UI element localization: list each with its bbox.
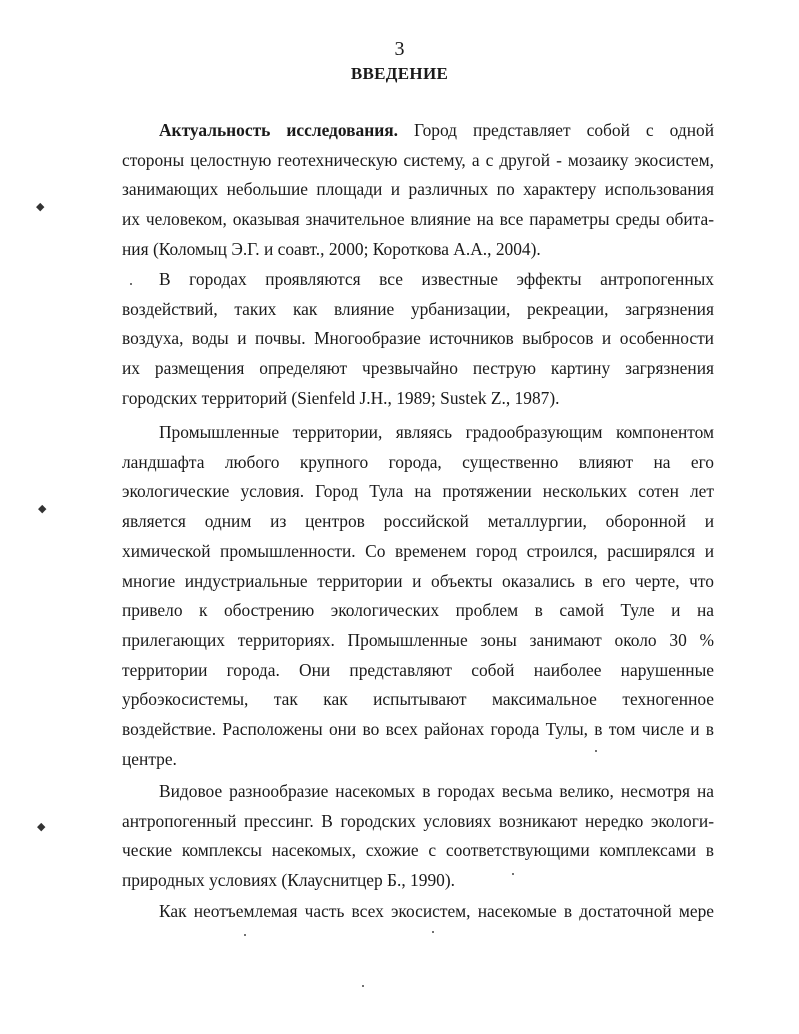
scan-speck — [595, 750, 597, 752]
text-line: их человеком, оказывая значительное влияние на все параметры среды обита- — [122, 209, 714, 230]
text-line: урбоэкосистемы, так как испытывают максимальное техногенное — [122, 689, 714, 710]
scan-speck — [362, 985, 364, 987]
text-line: Видовое разнообразие насекомых в городах весьма велико, несмотря на — [159, 781, 714, 801]
scan-speck — [244, 934, 246, 936]
paragraph-relevance — [122, 116, 714, 265]
text-line: стороны целостную геотехническую систему, а с другой - мозаику экосистем, — [122, 149, 714, 170]
paragraph-insects-ecosystems — [122, 897, 714, 927]
paragraph-urban-effects — [122, 265, 714, 414]
text-line: воздействие. Расположены они во всех районах города Тулы, в том числе и в — [122, 719, 714, 740]
text-line: является одним из центров российской металлургии, оборонной и — [122, 511, 714, 532]
text-line: привело к обострению экологических проблем в самой Туле и на — [122, 600, 714, 621]
text-line: химической промышленности. Со временем город строился, расширялся и — [122, 540, 714, 561]
paragraph-insect-diversity — [122, 777, 714, 896]
text-line: их размещения определяют чрезвычайно пеструю картину загрязнения — [122, 358, 714, 379]
text-line: воздуха, воды и почвы. Многообразие источников выбросов и особенности — [122, 328, 714, 349]
binding-mark: ◆ — [38, 503, 47, 515]
text-line: занимающих небольшие площади и различных по характеру использования — [122, 179, 714, 200]
text-line: центре. — [122, 748, 177, 769]
text-line: воздействий, таких как влияние урбанизации, рекреации, загрязнения — [122, 298, 714, 319]
text-line: экологические условия. Город Тула на протяжении нескольких сотен лет — [122, 481, 714, 502]
text-line: городских территорий (Sienfeld J.H., 1989; Sustek Z., 1987). — [122, 387, 560, 408]
section-title: ВВЕДЕНИЕ — [350, 64, 449, 83]
text-line: природных условиях (Клауснитцер Б., 1990). — [122, 870, 455, 891]
text-line: Промышленные территории, являясь градообразующим компонентом — [159, 422, 714, 442]
text-line: Как неотъемлемая часть всех экосистем, насекомые в достаточной мере — [159, 901, 714, 921]
scan-speck — [432, 931, 434, 933]
text-line: многие индустриальные территории и объекты оказались в его черте, что — [122, 570, 714, 591]
text-line: В городах проявляются все известные эффекты антропогенных — [159, 269, 714, 289]
text-line: территории города. Они представляют собой наиболее нарушенные — [122, 659, 714, 680]
binding-mark: ◆ — [37, 821, 46, 833]
text-line: ческие комплексы насекомых, схожие с соответствующими комплексами в — [122, 840, 714, 861]
page-number: 3 — [394, 38, 405, 60]
text-line: ния (Коломыц Э.Г. и соавт., 2000; Короткова А.А., 2004). — [122, 238, 541, 259]
text-line: ландшафта любого крупного города, существенно влияют на его — [122, 451, 714, 472]
binding-mark: ◆ — [36, 201, 45, 213]
scan-speck — [512, 873, 514, 875]
text-line: прилегающих территориях. Промышленные зоны занимают около 30 % — [122, 629, 714, 650]
text-line: Актуальность исследования. Город представляет собой с одной — [159, 120, 714, 140]
lead-heading: Актуальность исследования. — [159, 120, 399, 140]
scan-speck — [130, 283, 132, 285]
paragraph-industrial-territories — [122, 418, 714, 774]
text-line: антропогенный прессинг. В городских условиях возникают нередко экологи- — [122, 810, 714, 831]
